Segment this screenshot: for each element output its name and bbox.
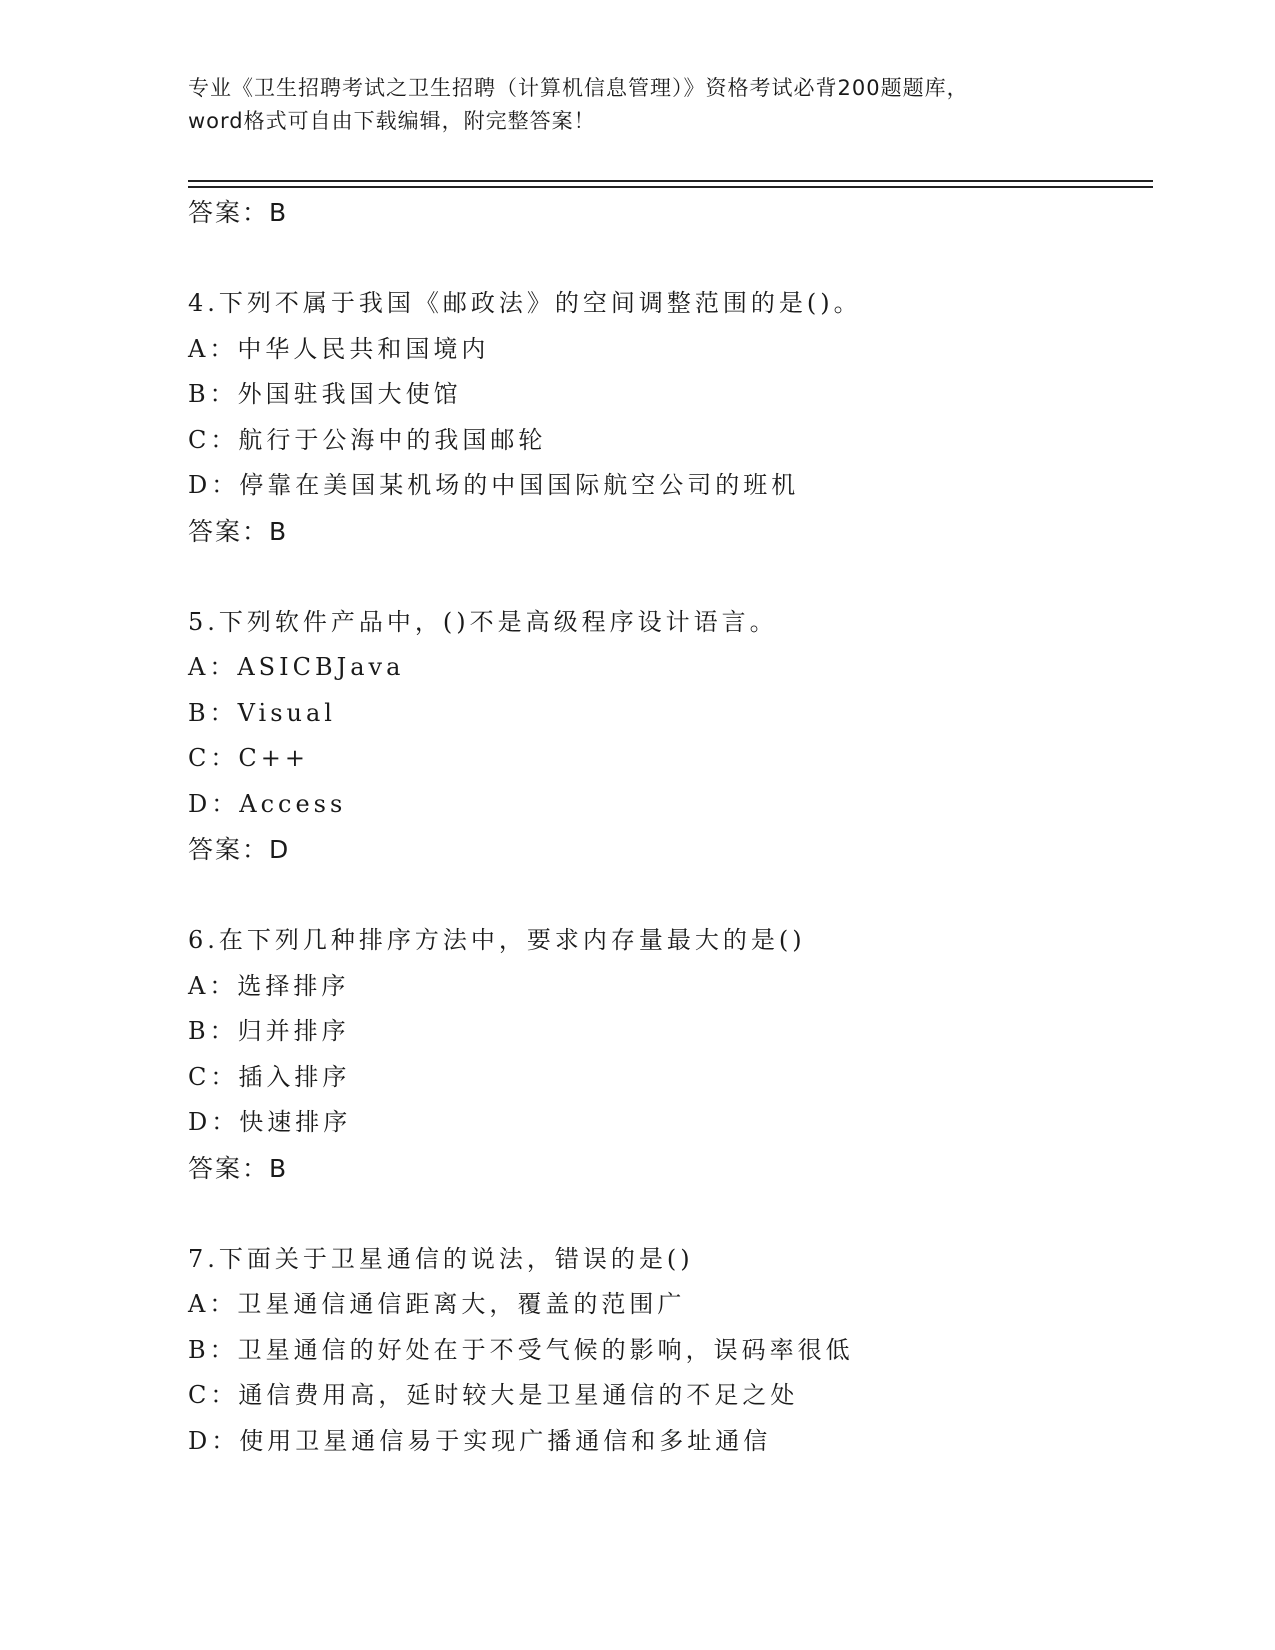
- question-stem: 6.在下列几种排序方法中，要求内存量最大的是(): [188, 926, 806, 954]
- option-a: A：选择排序: [188, 971, 350, 1000]
- question-4: [188, 281, 1148, 555]
- option-b: B：Visual: [188, 698, 336, 727]
- option-c: C：插入排序: [188, 1062, 351, 1091]
- option-a: A：ASICBJava: [188, 653, 405, 681]
- question-answer: 答案：B: [188, 1153, 289, 1183]
- header-line-2: word格式可自由下载编辑，附完整答案！: [188, 109, 596, 133]
- question-stem: 5.下列软件产品中，()不是高级程序设计语言。: [188, 607, 778, 636]
- option-b: B：归并排序: [188, 1017, 350, 1045]
- question-stem: 7.下面关于卫星通信的说法，错误的是(): [188, 1244, 694, 1273]
- spacer: [188, 236, 1148, 281]
- header-line-1: 专业《卫生招聘考试之卫生招聘（计算机信息管理）》资格考试必背200题题库，: [188, 76, 969, 100]
- option-d: D：停靠在美国某机场的中国国际航空公司的班机: [188, 471, 800, 499]
- document-content: [188, 190, 1148, 1464]
- option-a: A：中华人民共和国境内: [188, 334, 490, 363]
- header-rule-top: [188, 180, 1153, 182]
- option-c: C：航行于公海中的我国邮轮: [188, 425, 547, 454]
- option-d: D：使用卫星通信易于实现广播通信和多址通信: [188, 1426, 772, 1455]
- question-answer: 答案：D: [188, 835, 291, 864]
- option-a: A：卫星通信通信距离大，覆盖的范围广: [188, 1290, 686, 1318]
- question-7: [188, 1237, 1148, 1465]
- spacer: [188, 555, 1148, 600]
- header-rule-bottom: [188, 186, 1153, 188]
- option-c: C：C++: [188, 744, 309, 772]
- option-c: C：通信费用高，延时较大是卫星通信的不足之处: [188, 1381, 799, 1409]
- document-header: [188, 72, 1088, 138]
- spacer: [188, 873, 1148, 918]
- option-d: D：Access: [188, 789, 347, 818]
- option-b: B：卫星通信的好处在于不受气候的影响，误码率很低: [188, 1335, 854, 1364]
- prev-answer: 答案：B: [188, 198, 289, 227]
- question-answer: 答案：B: [188, 516, 289, 546]
- question-stem: 4.下列不属于我国《邮政法》的空间调整范围的是()。: [188, 289, 862, 317]
- option-b: B：外国驻我国大使馆: [188, 380, 462, 408]
- spacer: [188, 1192, 1148, 1237]
- question-6: [188, 918, 1148, 1192]
- question-5: [188, 600, 1148, 874]
- option-d: D：快速排序: [188, 1108, 352, 1136]
